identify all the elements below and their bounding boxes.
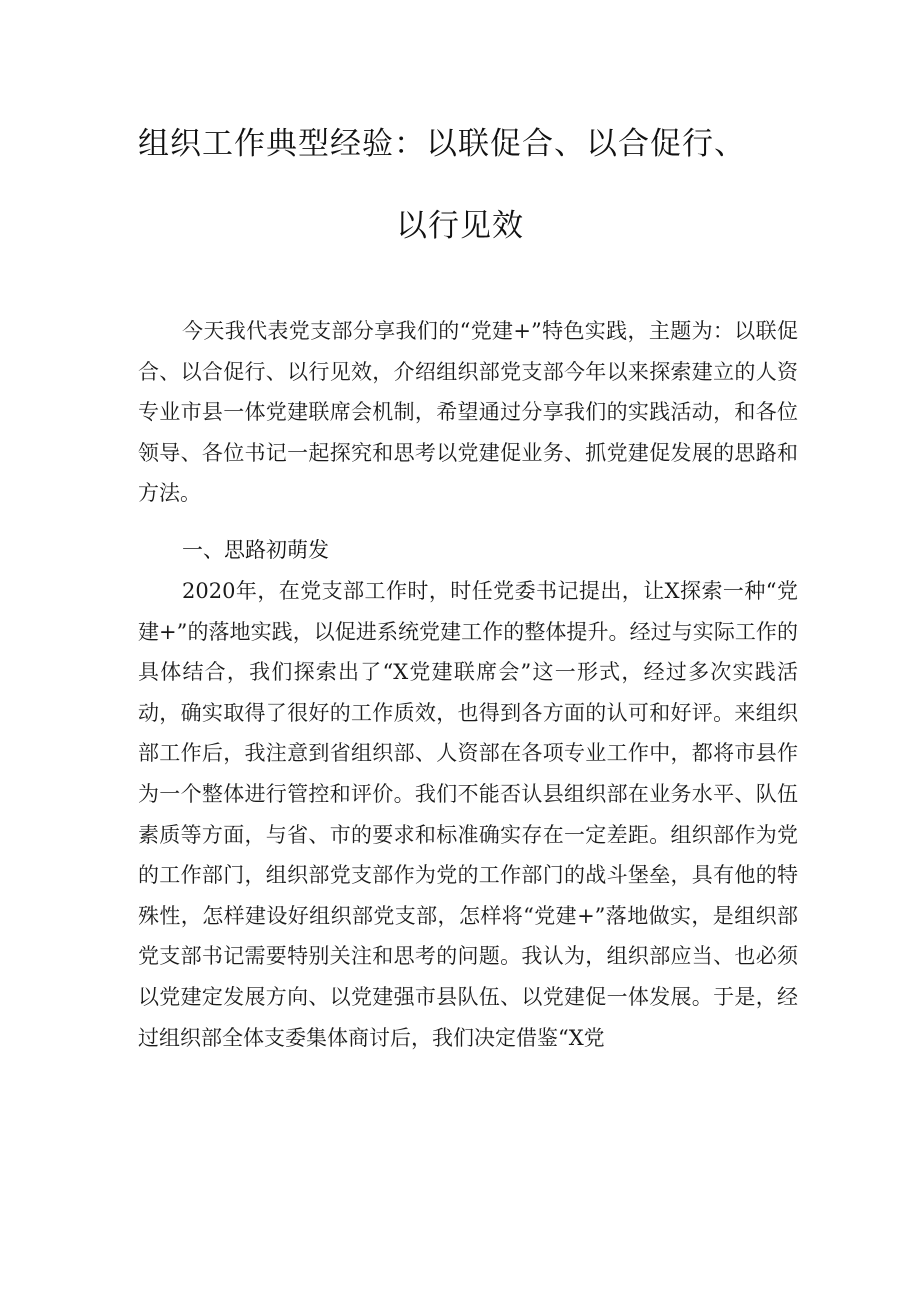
intro-paragraph: 今天我代表党支部分享我们的“党建+”特色实践，主题为：以联促合、以合促行、以行见效，介绍组织部党支部今年以来探索建立的人资专业市县一体党建联席会机制，希望通过分享我们的实践活动，和各位领导、各位书记一起探究和思考以党建促业务、抓党建促发展的思路和方法。 — [138, 319, 798, 506]
section-heading: 一、思路初萌发 — [182, 538, 329, 562]
document-title-line-1: 组织工作典型经验：以联促合、以合促行、 — [138, 126, 746, 162]
document-title-line-2: 以行见效 — [396, 208, 524, 244]
section-paragraph: 2020年，在党支部工作时，时任党委书记提出，让X探索一种“党建+”的落地实践，以促进系统党建工作的整体提升。经过与实际工作的具体结合，我们探索出了“X党建联席会”这一形式，经过多次实践活动，确实取得了很好的工作质效，也得到各方面的认可和好评。来组织部工作后，我注意到省组织部、人资部在各项专业工作中，都将市县作为一个整体进行管控和评价。我们不能否认县组织部在业务水平、队伍素质等方面，与省、市的要求和标准确实存在一定差距。组织部作为党的工作部门，组织部党支部作为党的工作部门的战斗堡垒，具有他的特殊性，怎样建设好组织部党支部，怎样将“党建+”落地做实，是组织部党支部书记需要特别关注和思考的问题。我认为，组织部应当、也必须以党建定发展方向、以党建强市县队伍、以党建促一体发展。于是，经过组织部全体支委集体商讨后，我们决定借鉴“X党 — [138, 579, 798, 1050]
